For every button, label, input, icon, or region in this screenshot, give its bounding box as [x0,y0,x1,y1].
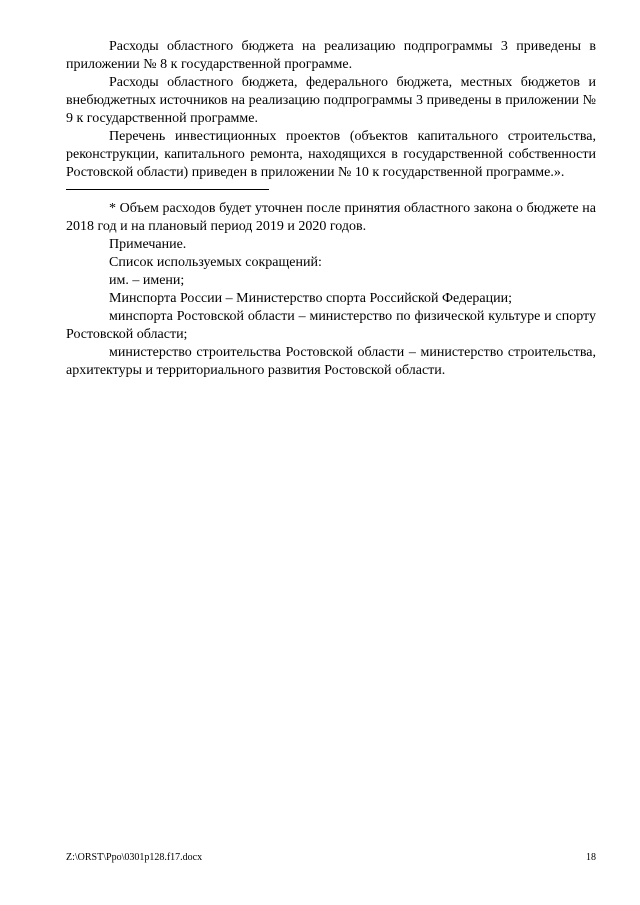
abbreviations-heading: Список используемых сокращений: [109,255,322,270]
abbreviation-item: министерство строительства Ростовской области – министерство строительства, архитектуры и территориального развития Ростовской области. [66,345,596,378]
paragraph-investment-projects: Перечень инвестиционных проектов (объектов капитального строительства, реконструкции, капитального ремонта, находящихся в государственной собственности Ростовской области) приведен в приложении № 10 к государственной программе.». [66,129,596,180]
abbreviation-item: Минспорта России – Министерство спорта Российской Федерации; [109,291,512,306]
notes-title: Примечание. [109,237,187,252]
footnote-separator [66,189,269,190]
footnote-text: * Объем расходов будет уточнен после принятия областного закона о бюджете на 2018 год и на плановый период 2019 и 2020 годов. [66,201,596,234]
document-body [66,38,596,380]
abbreviation-item: минспорта Ростовской области – министерство по физической культуре и спорту Ростовской области; [66,309,596,342]
footer-file-path: Z:\ORST\Ppo\0301p128.f17.docx [66,852,203,863]
abbreviation-item: им. – имени; [109,273,185,288]
footer-page-number: 18 [586,852,596,863]
paragraph-subprogram-all-sources-expenses: Расходы областного бюджета, федерального бюджета, местных бюджетов и внебюджетных источников на реализацию подпрограммы 3 приведены в приложении № 9 к государственной программе. [66,75,596,126]
paragraph-subprogram-regional-expenses: Расходы областного бюджета на реализацию подпрограммы 3 приведены в приложении № 8 к государственной программе. [66,39,596,72]
